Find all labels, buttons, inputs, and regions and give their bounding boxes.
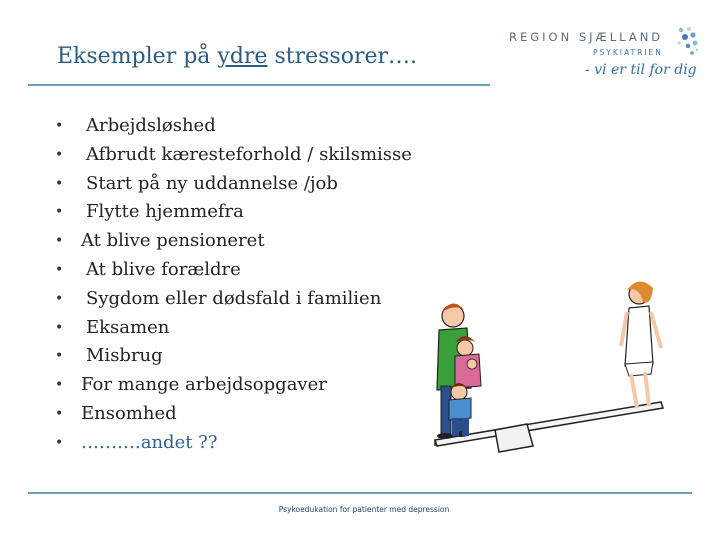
seesaw-illustration	[425, 268, 665, 458]
logo-brand: REGION SJÆLLAND	[509, 30, 664, 44]
title-underlined-word: ydre	[217, 44, 268, 69]
logo-tagline: - vi er til for dig	[585, 62, 697, 78]
slide-title	[57, 44, 417, 69]
logo-dots-icon	[667, 26, 701, 66]
footer-text: Psykoedukation for patienter med depression	[278, 505, 450, 514]
footer-divider	[28, 492, 692, 494]
title-part-2: stressorer….	[267, 44, 417, 69]
region-logo	[505, 26, 705, 88]
title-part-1: Eksempler på	[57, 44, 218, 69]
logo-subtitle: PSYKIATRIEN	[593, 48, 663, 57]
title-divider	[28, 84, 490, 86]
